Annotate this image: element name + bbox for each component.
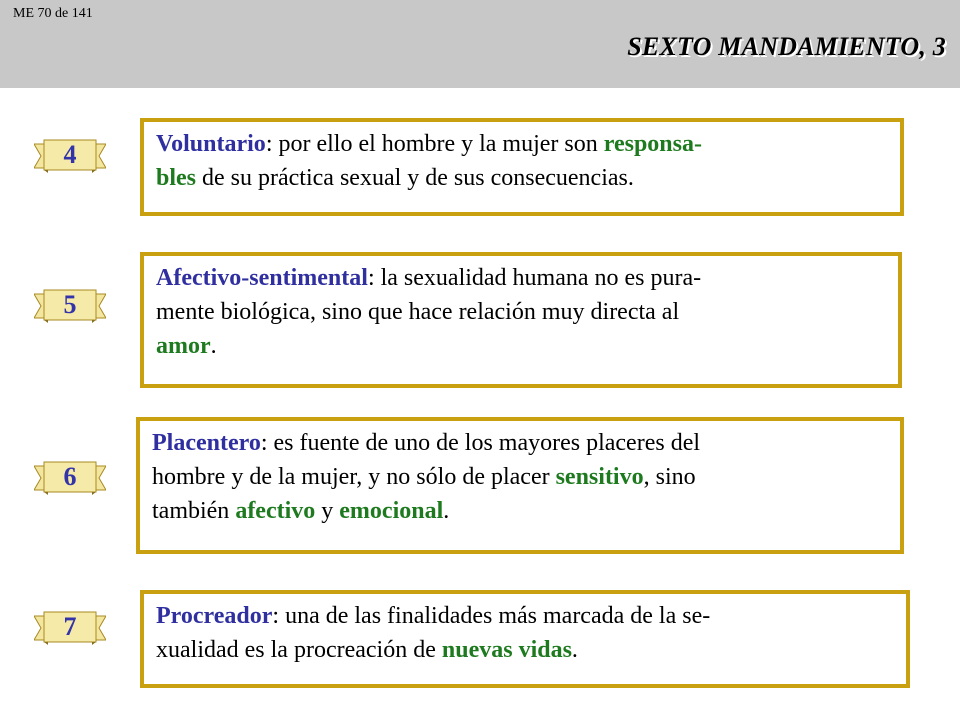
body-text: hombre y de la mujer, y no sólo de placer <box>152 464 556 490</box>
body-text: : por ello el hombre y la mujer son <box>265 131 604 157</box>
item-box-placentero <box>136 417 904 554</box>
highlight-term: emocional <box>339 498 444 524</box>
body-text: de su práctica sexual y de sus consecuencias. <box>196 165 634 191</box>
body-text: : la sexualidad humana no es pura- <box>367 265 702 291</box>
number-label: 6 <box>63 462 77 491</box>
highlight-term: sensitivo <box>555 464 644 490</box>
text-line <box>156 329 888 363</box>
page-counter: ME 70 de 141 <box>13 6 93 21</box>
text-line <box>152 460 890 494</box>
body-text: . <box>210 333 217 359</box>
term-label: Voluntario <box>156 131 266 157</box>
number-ribbon-4 <box>34 138 106 174</box>
number-label: 7 <box>63 612 77 641</box>
highlight-term: responsa- <box>603 131 702 157</box>
item-box-procreador <box>140 590 910 688</box>
number-label: 4 <box>63 140 77 169</box>
highlight-term: nuevas vidas <box>441 637 572 663</box>
body-text: y <box>315 498 340 524</box>
number-ribbon-6 <box>34 460 106 496</box>
body-text: xualidad es la procreación de <box>156 637 442 663</box>
body-text: : es fuente de uno de los mayores placeres del <box>260 430 701 456</box>
highlight-term: afectivo <box>235 498 316 524</box>
body-text: . <box>571 637 578 663</box>
text-line <box>152 426 890 460</box>
body-text: . <box>443 498 450 524</box>
text-line <box>156 599 896 633</box>
header-bar <box>0 0 960 88</box>
number-label: 5 <box>63 290 77 319</box>
text-line <box>156 127 890 161</box>
text-line: mente biológica, sino que hace relación muy directa al <box>156 299 680 325</box>
number-ribbon-7 <box>34 610 106 646</box>
highlight-term: amor <box>156 333 211 359</box>
term-label: Procreador <box>156 603 273 629</box>
term-label: Afectivo-sentimental <box>156 265 368 291</box>
highlight-term: bles <box>156 165 197 191</box>
body-text: también <box>152 498 236 524</box>
slide-title: SEXTO MANDAMIENTO, 3 <box>627 32 946 61</box>
term-label: Placentero <box>152 430 261 456</box>
text-line <box>156 633 896 667</box>
item-box-voluntario <box>140 118 904 216</box>
text-line <box>152 494 890 528</box>
body-text: : una de las finalidades más marcada de la se- <box>272 603 711 629</box>
body-text: , sino <box>643 464 696 490</box>
text-line <box>156 161 890 195</box>
text-line <box>156 261 888 295</box>
item-box-afectivo-sentimental <box>140 252 902 388</box>
number-ribbon-5 <box>34 288 106 324</box>
